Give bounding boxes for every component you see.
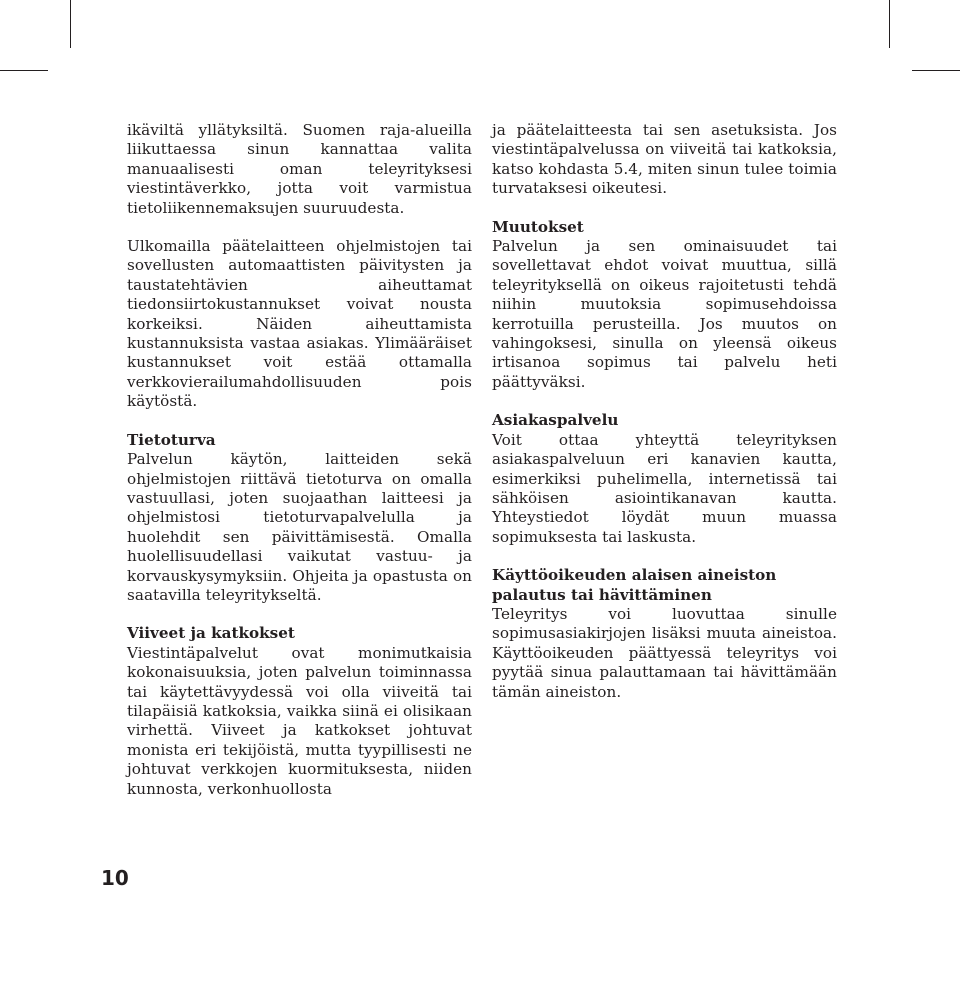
security-heading: Tietoturva — [127, 430, 216, 449]
security-paragraph: Palvelun käytön, laitteiden sekä ohjelmistojen riittävä tietoturva on omalla vastuullasi, joten suojaathan laitteesi ja ohjelmistosi tietoturvapalvelulla ja huolehdit sen päivittämisestä. Omalla huolellisuudellasi vaikutat vastuu- ja korvauskysymyksiin. Ohjeita ja opastusta on saatavilla teleyritykseltä. — [127, 450, 472, 604]
crop-mark-top-left-horizontal — [0, 70, 48, 71]
crop-mark-top-left — [70, 0, 71, 48]
crop-mark-top-right-horizontal — [912, 70, 960, 71]
customer-service-heading: Asiakaspalvelu — [492, 411, 619, 430]
changes-heading: Muutokset — [492, 217, 584, 236]
left-column — [127, 121, 472, 799]
intro-paragraph: ikäviltä yllätyksiltä. Suomen raja-alueilla liikuttaessa sinun kannattaa valita manuaalisesti oman teleyrityksesi viestintäverkko, jotta voit varmistua tietoliikennemaksujen suuruudesta. — [127, 121, 472, 217]
delays-heading: Viiveet ja katkokset — [127, 624, 295, 643]
material-return-paragraph: Teleyritys voi luovuttaa sinulle sopimusasiakirjojen lisäksi muuta aineistoa. Käyttöoikeuden päättyessä teleyritys voi pyytää sinua palauttamaan tai hävittämään tämän aineiston. — [492, 604, 837, 701]
material-return-heading: Käyttöoikeuden alaisen aineiston palautus tai hävittäminen — [492, 566, 777, 604]
customer-service-paragraph: Voit ottaa yhteyttä teleyrityksen asiakaspalveluun eri kanavien kautta, esimerkiksi puhelimella, internetissä tai sähköisen asiointikanavan kautta. Yhteystiedot löydät muun muassa sopimuksesta tai laskusta. — [492, 430, 837, 546]
right-column — [492, 121, 837, 702]
changes-paragraph: Palvelun ja sen ominaisuudet tai sovellettavat ehdot voivat muuttua, sillä teleyrityksellä on oikeus rajoitetusti tehdä niihin muutoksia sopimusehdoissa kerrotuilla perusteilla. Jos muutos on vahingoksesi, sinulla on yleensä oikeus irtisanoa sopimus tai palvelu heti päättyväksi. — [492, 237, 837, 391]
crop-mark-top-right — [889, 0, 890, 48]
page-number: 10 — [101, 866, 129, 890]
roaming-paragraph: Ulkomailla päätelaitteen ohjelmistojen tai sovellusten automaattisten päivitysten ja taustatehtävien aiheuttamat tiedonsiirtokustannukset voivat nousta korkeiksi. Näiden aiheuttamista kustannuksista vastaa asiakas. Ylimääräiset kustannukset voit estää ottamalla verkkovierailumahdollisuuden pois käytöstä. — [127, 237, 472, 411]
continuation-paragraph: ja päätelaitteesta tai sen asetuksista. Jos viestintäpalvelussa on viiveitä tai katkoksia, katso kohdasta 5.4, miten sinun tulee toimia turvataksesi oikeutesi. — [492, 121, 837, 198]
delays-paragraph: Viestintäpalvelut ovat monimutkaisia kokonaisuuksia, joten palvelun toiminnassa tai käytettävyydessä voi olla viiveitä tai tilapäisiä katkoksia, vaikka siinä ei olisikaan virhettä. Viiveet ja katkokset johtuvat monista eri tekijöistä, mutta tyypillisesti ne johtuvat verkkojen kuormituksesta, niiden kunnosta, verkonhuollosta — [127, 643, 472, 798]
